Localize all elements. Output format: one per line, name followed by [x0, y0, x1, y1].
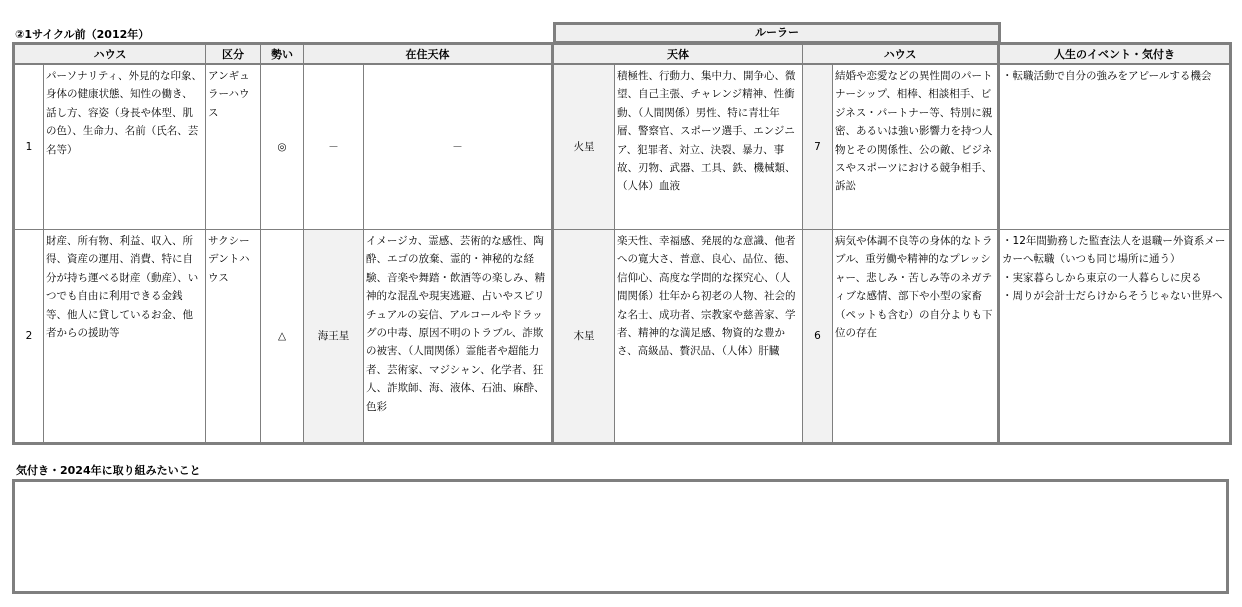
ruler-house-description: 病気や体調不良等の身体的なトラブル、重労働や精神的なプレッシャー、悲しみ・苦しみ等のネガティブな感情、部下や小型の家畜（ペットも含む）の自分よりも下位の存在	[833, 230, 999, 444]
section-title: ②1サイクル前（2012年）	[15, 28, 150, 41]
house-category: アンギュラーハウス	[206, 64, 261, 230]
strength-mark: ◎	[261, 64, 304, 230]
ruler-planet-name: 火星	[553, 64, 615, 230]
ruler-group-header: ルーラー	[553, 22, 1001, 42]
strength-mark: △	[261, 230, 304, 444]
notes-label: 気付き・2024年に取り組みたいこと	[16, 464, 201, 477]
resident-planet-description: イメージカ、霊感、芸術的な感性、陶酔、エゴの放棄、霊的・神秘的な経験、音楽や舞踏・飲酒等の楽しみ、精神的な混乱や現実逃避、占いやスピリチュアルの妄信、アルコールやドラッグの中毒、原因不明のトラブル、詐欺の被害、（人間関係）霊能者や超能力者、芸術家、マジシャン、化学者、狂人、詐欺師、海、液体、石油、麻酔、色彩	[364, 230, 553, 444]
header-ruler-house: ハウス	[803, 44, 999, 65]
resident-planet-description: －	[364, 64, 553, 230]
header-events: 人生のイベント・気付き	[999, 44, 1231, 65]
ruler-house-number: 7	[803, 64, 833, 230]
house-description: 財産、所有物、利益、収入、所得、資産の運用、消費、特に自分が持ち運べる財産（動産）、いつでも自由に利用できる金銭等、他人に貸しているお金、他者からの援助等	[44, 230, 206, 444]
resident-planet-name: 海王星	[304, 230, 364, 444]
life-events: ・12年間勤務した監査法人を退職ー外資系メーカーへ転職（いつも同じ場所に通う） ・実家暮らしから東京の一人暮らしに戻る ・周りが会計士だらけからそうじゃない世界へ	[999, 230, 1231, 444]
house-category: サクシーデントハウス	[206, 230, 261, 444]
header-ruler-planet: 天体	[553, 44, 803, 65]
header-category: 区分	[206, 44, 261, 65]
resident-planet-name: －	[304, 64, 364, 230]
header-row	[14, 44, 1231, 65]
header-resident-planet: 在住天体	[304, 44, 553, 65]
ruler-planet-description: 楽天性、幸福感、発展的な意識、他者への寛大さ、普意、良心、品位、徳、信仰心、高度な学問的な探究心、（人間関係）壮年から初老の人物、社会的な名士、成功者、宗教家や慈善家、学者、精神的な満足感、物資的な豊かさ、高級品、贅沢品、（人体）肝臓	[615, 230, 803, 444]
header-strength: 勢い	[261, 44, 304, 65]
ruler-house-number: 6	[803, 230, 833, 444]
ruler-planet-description: 積極性、行動力、集中力、開争心、微望、自己主張、チャレンジ精神、性衝動、（人間関係）男性、特に青壮年層、警察官、スポーツ選手、エンジニア、犯罪者、対立、決裂、暴力、事故、刃物、武器、工具、鉄、機械類、（人体）血液	[615, 64, 803, 230]
horoscope-table	[12, 42, 1232, 445]
house-description: パーソナリティ、外見的な印象、身体の健康状態、知性の働き、話し方、容姿（身長や体型、肌の色）、生命力、名前（氏名、芸名等）	[44, 64, 206, 230]
ruler-planet-name: 木星	[553, 230, 615, 444]
ruler-house-description: 結婚や恋愛などの異性間のパートナーシップ、相棒、相談相手、ビジネス・パートナー等、特別に親密、あるいは強い影響力を持つ人物とその関係性、公の敵、ビジネスやスポーツにおける競争相手、訴訟	[833, 64, 999, 230]
house-number: 2	[14, 230, 44, 444]
header-house: ハウス	[14, 44, 206, 65]
notes-input-area[interactable]	[12, 479, 1229, 594]
life-events: ・転職活動で自分の強みをアピールする機会	[999, 64, 1231, 230]
table-row	[14, 64, 1231, 230]
table-row	[14, 230, 1231, 444]
house-number: 1	[14, 64, 44, 230]
